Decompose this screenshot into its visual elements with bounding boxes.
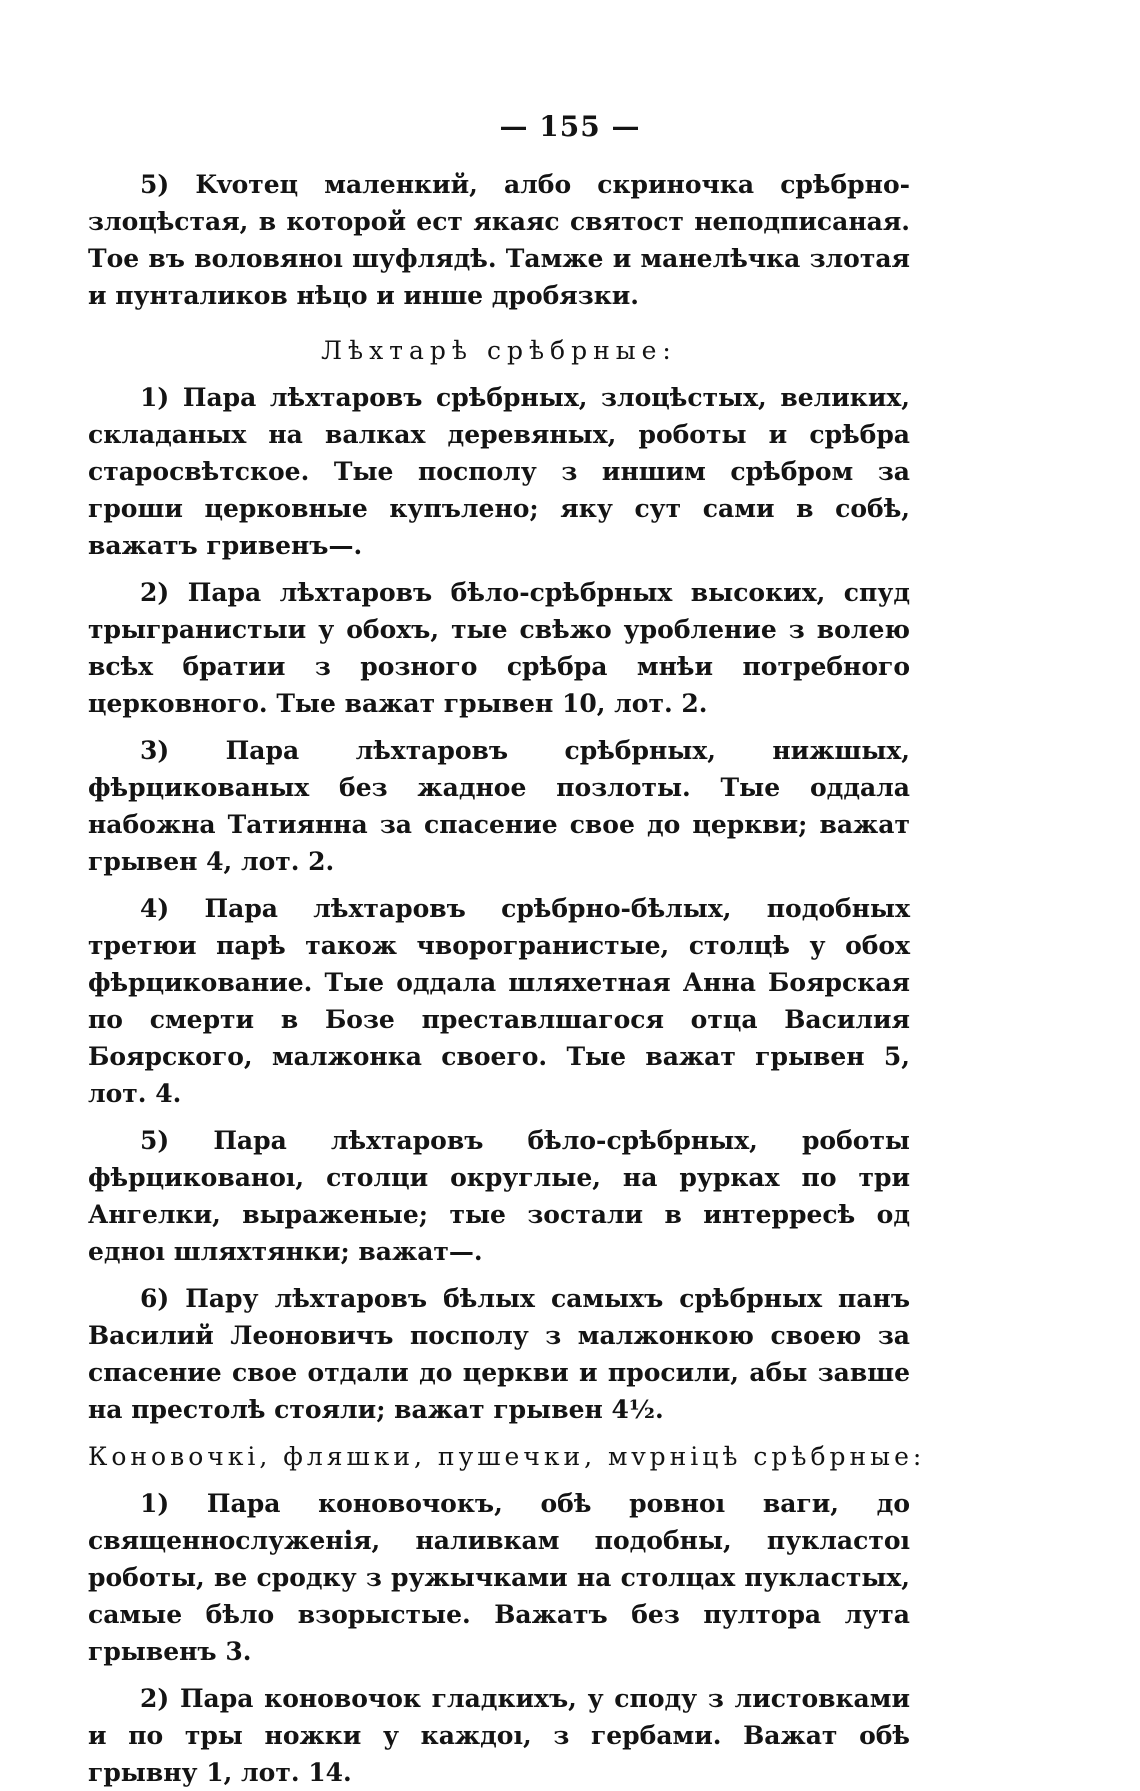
- candlestick-item-2: 2) Пара лѣхтаровъ бѣло-срѣбрных высоких, спуд трыгранистыи у обохъ, тые свѣжо уробление з волею всѣх братии з розного срѣбра мнѣи потребного церковного. Тые важат грывен 10, лот. 2.: [88, 578, 910, 718]
- page-body: [88, 166, 926, 1791]
- page-number: — 155 —: [499, 110, 641, 143]
- vessel-item-1: 1) Пара коновочокъ, обѣ ровноı ваги, до священнослуженія, наливкам подобны, пукластоı роботы, ве сродку з ружычками на столцах пукластых, самые бѣло взорыстые. Важатъ без пултора лута грывенъ 3.: [88, 1489, 910, 1666]
- intro-paragraph-5: 5) Kvотец маленкий, албо скриночка срѣбрно-злоцѣстая, в которой ест якаяс святост неподписаная. Тое въ воловяноı шуфлядѣ. Тамже и манелѣчка злотая и пунталиков нѣцо и инше дробязки.: [88, 170, 910, 310]
- candlestick-item-5: 5) Пара лѣхтаровъ бѣло-срѣбрных, роботы фѣрцикованоı, столци округлые, на рурках по три Ангелки, выраженые; тые зостали в интерресѣ од едноı шляхтянки; важат—.: [88, 1126, 910, 1266]
- vessel-item-2: 2) Пара коновочок гладкихъ, у споду з листовками и по тры ножки у каждоı, з гербами. Важат обѣ грывну 1, лот. 14.: [88, 1684, 910, 1787]
- candlestick-item-3: 3) Пара лѣхтаровъ срѣбрных, нижшых, фѣрцикованых без жадное позлоты. Тые оддала набожна Татиянна за спасение свое до церкви; важат грывен 4, лот. 2.: [88, 736, 910, 876]
- candlestick-item-6: 6) Пару лѣхтаровъ бѣлых самыхъ срѣбрных панъ Василий Леоновичъ посполу з малжонкою своею за спасение свое отдали до церкви и просили, абы завше на престолѣ стояли; важат грывен 4½.: [88, 1284, 910, 1424]
- candlestick-item-1: 1) Пара лѣхтаровъ срѣбрных, злоцѣстых, великих, складаных на валках деревяных, роботы и срѣбра старосвѣтское. Тые посполу з иншим срѣбром за гроши церковные купълено; яку сут сами в собѣ, важатъ гривенъ—.: [88, 383, 910, 560]
- section-heading-vessels: Коновочкі, фляшки, пушечки, мvрніцѣ срѣбрные:: [88, 1442, 926, 1471]
- section-heading-candlesticks: Лѣхтарѣ срѣбрные:: [321, 336, 677, 365]
- candlestick-item-4: 4) Пара лѣхтаровъ срѣбрно-бѣлых, подобных третюи парѣ також чворогранистые, столцѣ у обох фѣрцикование. Тые оддала шляхетная Анна Боярская по смерти в Бозе преставлшагося отца Василия Боярского, малжонка своего. Тые важат грывен 5, лот. 4.: [88, 894, 910, 1108]
